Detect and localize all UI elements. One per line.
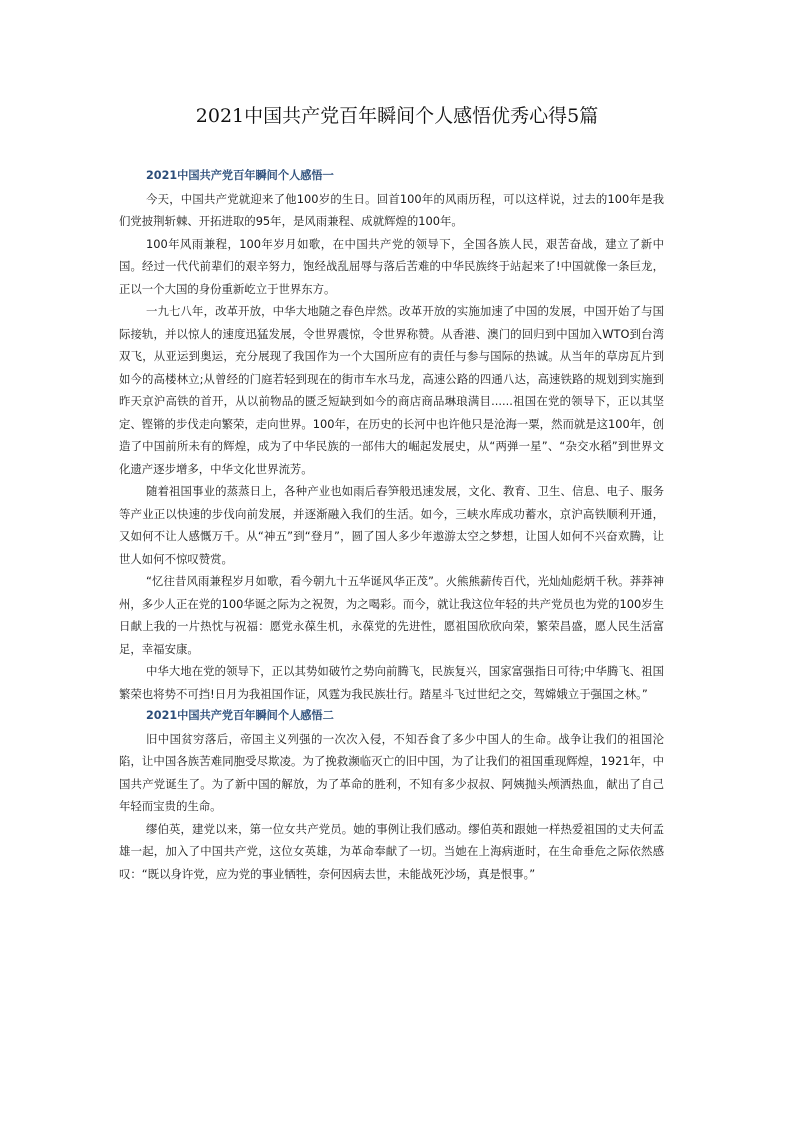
document-title: 2021中国共产党百年瞬间个人感悟优秀心得5篇: [195, 105, 599, 127]
paragraph: 中华大地在党的领导下，正以其势如破竹之势向前腾飞，民族复兴，国家富强指日可待;中华腾飞、祖国繁荣也将势不可挡!日月为我祖国作证，风霆为我民族壮行。踏星斗飞过世纪之交，驾嫦娥立于强国之林。”: [119, 664, 664, 701]
paragraph: 今天，中国共产党就迎来了他100岁的生日。回首100年的风雨历程，可以这样说，过去的100年是我们党披荆斩棘、开拓进取的95年，是风雨兼程、成就辉煌的100年。: [119, 191, 664, 228]
paragraph: 一九七八年，改革开放，中华大地随之春色岸然。改革开放的实施加速了中国的发展，中国开始了与国际接轨，并以惊人的速度迅猛发展，令世界震惊，令世界称赞。从香港、澳门的回归到中国加入WTO到台湾双飞，从亚运到奥运，充分展现了我国作为一个大国所应有的责任与参与国际的热诚。从当年的草房瓦片到如今的高楼林立;从曾经的门庭若轻到现在的街市车水马龙，高速公路的四通八达，高速铁路的规划到实施到昨天京沪高铁的首开，从以前物品的匮乏短缺到如今的商店商品琳琅满目......祖国在党的领导下，正以其坚定、铿锵的步伐走向繁荣，走向世界。100年，在历史的长河中也许他只是沧海一粟，然而就是这100年，创造了中国前所未有的辉煌，成为了中华民族的一部伟大的崛起发展史，从“两弹一星”、“杂交水稻”到世界文化遗产逐步增多，中华文化世界流芳。: [119, 304, 664, 476]
paragraph: 旧中国贫穷落后，帝国主义列强的一次次入侵，不知吞食了多少中国人的生命。战争让我们的祖国沦陷，让中国各族苦难同胞受尽欺凌。为了挽救濒临灭亡的旧中国，为了让我们的祖国重现辉煌，1921年，中国共产党诞生了。为了新中国的解放，为了革命的胜利，不知有多少叔叔、阿姨抛头颅洒热血，献出了自己年轻而宝贵的生命。: [119, 731, 664, 813]
paragraph: 随着祖国事业的蒸蒸日上，各种产业也如雨后春笋般迅速发展，文化、教育、卫生、信息、电子、服务等产业正以快速的步伐向前发展，并逐渐融入我们的生活。如今，三峡水库成功蓄水，京沪高铁顺利开通，又如何不让人感慨万千。从“神五”到“登月”，圆了国人多少年遨游太空之梦想，让国人如何不兴奋欢腾，让世人如何不惊叹赞赏。: [119, 484, 664, 566]
document-body: [119, 165, 664, 885]
section-heading: 2021中国共产党百年瞬间个人感悟二: [146, 709, 334, 722]
section-heading: 2021中国共产党百年瞬间个人感悟一: [146, 169, 334, 182]
paragraph: 缪伯英，建党以来，第一位女共产党员。她的事例让我们感动。缪伯英和跟她一样热爱祖国的丈夫何孟雄一起，加入了中国共产党，这位女英雄，为革命奉献了一切。当她在上海病逝时，在生命垂危之际依然感叹：“既以身许党，应为党的事业牺牲，奈何因病去世，未能战死沙场，真是恨事。”: [119, 821, 664, 881]
paragraph: “忆往昔风雨兼程岁月如歌，看今朝九十五华诞风华正茂”。火熊熊薪传百代，光灿灿彪炳千秋。莽莽神州，多少人正在党的100华诞之际为之祝贺，为之喝彩。而今，就让我这位年轻的共产党员也为党的100岁生日献上我的一片热忱与祝福：愿党永葆生机，永葆党的先进性，愿祖国欣欣向荣，繁荣昌盛，愿人民生活富足，幸福安康。: [119, 574, 664, 656]
paragraph: 100年风雨兼程，100年岁月如歌，在中国共产党的领导下，全国各族人民，艰苦奋战，建立了新中国。经过一代代前辈们的艰辛努力，饱经战乱屈辱与落后苦难的中华民族终于站起来了!中国就像一条巨龙，正以一个大国的身份重新屹立于世界东方。: [119, 236, 664, 296]
